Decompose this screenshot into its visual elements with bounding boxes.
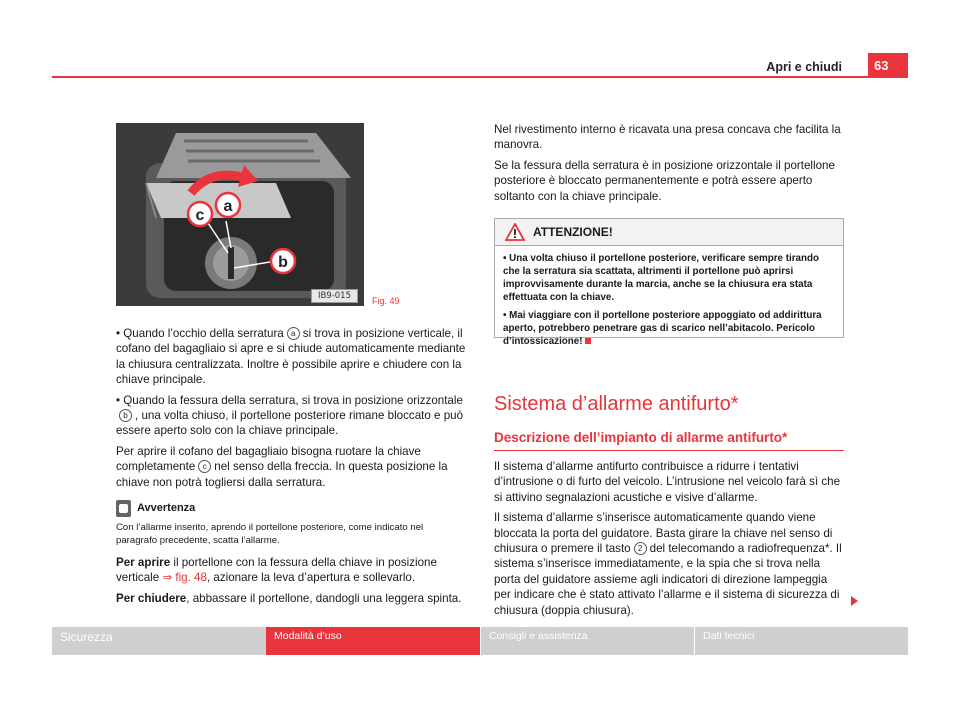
paragraph-lock-horizontal: • Quando la fessura della serratura, si trova in posizione orizzontaleb , una volta chiuso, il portellone posteriore rimane bloccato e può essere aperto solo con la chiave principale. <box>116 393 464 438</box>
paragraph-blocked: Se la fessura della serratura è in posizione orizzontale il portellone posteriore è bloccato permanentemente e potrà essere aperto soltanto con la chiave principale. <box>494 158 835 203</box>
svg-text:a: a <box>223 198 233 215</box>
note-title: Avvertenza <box>137 501 196 514</box>
right-column-top <box>494 122 844 209</box>
subsection-title: Descrizione dell’impianto di allarme antifurto* <box>494 430 788 445</box>
figure-code: IB9-015 <box>311 289 358 303</box>
section-title: Sistema d’allarme antifurto* <box>494 393 739 415</box>
paragraph-lock-vertical: • Quando l’occhio della serratura a si trova in posizione verticale, il cofano del bagagliaio si apre e si chiude automaticamente mediante la chiusura centralizzata. Inoltre è possibile aprire e chiudere con la chiave principale. <box>116 327 466 387</box>
left-column <box>116 326 466 611</box>
figure-lock-photo <box>116 123 364 306</box>
note-icon <box>116 500 131 517</box>
right-column-bottom <box>494 459 844 623</box>
warning-triangle-icon <box>505 223 525 241</box>
running-header: Apri e chiudi <box>766 60 842 74</box>
header-rule <box>52 76 868 78</box>
figure-label: Fig. 49 <box>372 296 400 306</box>
paragraph-alarm-intro: Il sistema d’allarme antifurto contribuisce a ridurre i tentativi d’intrusione o di furto del veicolo. L’intrusione nel veicolo farà sì che si attivino segnalazioni acustiche e visive d’allarme. <box>494 460 841 504</box>
svg-text:c: c <box>195 207 205 224</box>
end-square-icon <box>585 338 591 344</box>
paragraph-to-open: Per aprire il portellone con la fessura della chiave in posizione verticale ⇒ fig. 48, azionare la leva d’apertura e sollevarlo. <box>116 556 437 585</box>
continue-arrow-icon <box>851 596 858 606</box>
warning-title: ATTENZIONE! <box>533 225 613 239</box>
footer-nav <box>52 627 908 655</box>
fig-48-link[interactable]: fig. 48 <box>175 571 207 585</box>
key-c-icon: c <box>198 460 211 473</box>
subsection-rule <box>494 450 844 451</box>
paragraph-handle: Nel rivestimento interno è ricavata una presa concava che facilita la manovra. <box>494 123 841 152</box>
key-a-icon: a <box>287 327 300 340</box>
paragraph-alarm-activation: Il sistema d’allarme s’inserisce automaticamente quando viene bloccata la porta del guidatore. Basta girare la chiave nel senso di chiusura o premere il tasto 2 del telecomando a radiofrequenza*. Il sistema s’inserisce immediatamente, e la spia che si trova nella porta del guidatore assieme agli indicatori di direzione lampeggia per indicare che è stato attivato l’allarme e il sistema di sicurezza di chiusura (doppia chiusura). <box>494 511 842 617</box>
footer-tab-consigli[interactable]: Consigli e assistenza <box>480 627 694 655</box>
warning-header <box>495 219 843 246</box>
key-2-icon: 2 <box>634 542 647 555</box>
footer-tab-modalita-uso[interactable]: Modalità d’uso <box>266 627 480 655</box>
note-header <box>116 500 466 517</box>
key-b-icon: b <box>119 409 132 422</box>
paragraph-open-with-key: Per aprire il cofano del bagagliaio bisogna ruotare la chiave completamente c nel senso della freccia. In questa posizione la chiave non potrà togliersi dalla serratura. <box>116 444 448 489</box>
paragraph-to-close: Per chiudere, abbassare il portellone, dandogli una leggera spinta. <box>116 591 462 605</box>
warning-box <box>494 218 844 347</box>
footer-tab-sicurezza[interactable]: Sicurezza <box>52 627 266 655</box>
page-number: 63 <box>868 53 908 78</box>
warning-body <box>495 246 843 348</box>
footer-tab-dati-tecnici[interactable]: Dati tecnici <box>694 627 908 655</box>
warning-item: • Mai viaggiare con il portellone posteriore appoggiato od addirittura aperto, potrebbero penetrare gas di scarico nell’abitacolo. Pericolo d’intossicazione! <box>503 310 822 347</box>
warning-item: • Una volta chiuso il portellone posteriore, verificare sempre tirando che la serratura sia scattata, altrimenti il portellone può aprirsi improvvisamente durante la marcia, anche se la chiusura era stata effettuata con la chiave. <box>503 253 819 303</box>
note-text: Con l’allarme inserito, aprendo il portellone posteriore, come indicato nel paragrafo precedente, scatta l’allarme. <box>116 522 424 547</box>
svg-text:b: b <box>278 254 288 271</box>
